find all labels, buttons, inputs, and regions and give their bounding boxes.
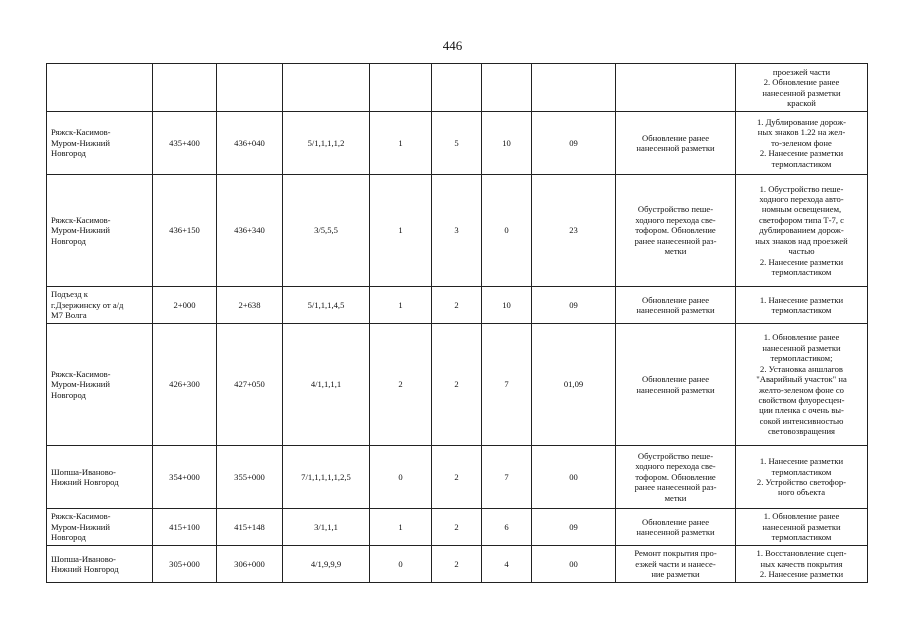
count-cell-4 [532, 64, 616, 112]
count-cell-3: 0 [482, 175, 532, 287]
code-cell: 5/1,1,1,1,2 [283, 112, 370, 175]
km-end-cell: 415+148 [217, 509, 283, 546]
road-name-cell: Подъезд к г.Дзержинску от а/д М7 Волга [47, 287, 153, 324]
table-body [47, 64, 868, 583]
count-cell-4: 09 [532, 287, 616, 324]
table-row [47, 509, 868, 546]
activity-cell: Обновление ранее нанесенной разметки [616, 287, 736, 324]
count-cell-2: 2 [432, 546, 482, 583]
works-cell: 1. Нанесение разметки термопластиком 2. Устройство светофор- ного объекта [736, 446, 868, 509]
count-cell-2: 5 [432, 112, 482, 175]
road-name-cell: Шопша-Иваново- Нижний Новгород [47, 446, 153, 509]
table-row [47, 546, 868, 583]
count-cell-2: 2 [432, 509, 482, 546]
count-cell-4: 09 [532, 112, 616, 175]
count-cell-4: 23 [532, 175, 616, 287]
count-cell-4: 00 [532, 546, 616, 583]
works-cell: 1. Дублирование дорож- ных знаков 1.22 на жел- то-зеленом фоне 2. Нанесение разметки термопластиком [736, 112, 868, 175]
count-cell-4: 01,09 [532, 324, 616, 446]
count-cell-2: 3 [432, 175, 482, 287]
code-cell: 4/1,9,9,9 [283, 546, 370, 583]
table-row [47, 287, 868, 324]
km-start-cell: 435+400 [153, 112, 217, 175]
count-cell-1: 0 [370, 446, 432, 509]
km-end-cell: 436+340 [217, 175, 283, 287]
count-cell-3: 7 [482, 324, 532, 446]
activity-cell: Ремонт покрытия про- езжей части и нанесе- ние разметки [616, 546, 736, 583]
activity-cell [616, 64, 736, 112]
count-cell-2: 2 [432, 324, 482, 446]
works-cell: проезжей части 2. Обновление ранее нанесенной разметки краской [736, 64, 868, 112]
activity-cell: Обустройство пеше- ходного перехода све- тофором. Обновление ранее нанесенной раз- метки [616, 446, 736, 509]
km-start-cell [153, 64, 217, 112]
road-name-cell [47, 64, 153, 112]
code-cell: 5/1,1,1,4,5 [283, 287, 370, 324]
count-cell-3: 6 [482, 509, 532, 546]
km-end-cell [217, 64, 283, 112]
code-cell: 3/1,1,1 [283, 509, 370, 546]
count-cell-4: 00 [532, 446, 616, 509]
km-end-cell: 427+050 [217, 324, 283, 446]
count-cell-3: 4 [482, 546, 532, 583]
works-cell: 1. Восстановление сцеп- ных качеств покрытия 2. Нанесение разметки [736, 546, 868, 583]
count-cell-1: 1 [370, 287, 432, 324]
road-name-cell: Ряжск-Касимов- Муром-Нижний Новгород [47, 175, 153, 287]
km-start-cell: 354+000 [153, 446, 217, 509]
km-end-cell: 355+000 [217, 446, 283, 509]
count-cell-3: 10 [482, 112, 532, 175]
km-start-cell: 2+000 [153, 287, 217, 324]
table-row [47, 324, 868, 446]
road-name-cell: Шопша-Иваново- Нижний Новгород [47, 546, 153, 583]
activity-cell: Обустройство пеше- ходного перехода све- тофором. Обновление ранее нанесенной раз- метки [616, 175, 736, 287]
table-row [47, 112, 868, 175]
activity-cell: Обновление ранее нанесенной разметки [616, 509, 736, 546]
km-end-cell: 2+638 [217, 287, 283, 324]
count-cell-1: 2 [370, 324, 432, 446]
count-cell-1: 1 [370, 112, 432, 175]
table-row [47, 175, 868, 287]
table-row [47, 64, 868, 112]
km-start-cell: 436+150 [153, 175, 217, 287]
count-cell-1: 0 [370, 546, 432, 583]
count-cell-3: 10 [482, 287, 532, 324]
km-start-cell: 305+000 [153, 546, 217, 583]
works-cell: 1. Нанесение разметки термопластиком [736, 287, 868, 324]
activity-cell: Обновление ранее нанесенной разметки [616, 324, 736, 446]
count-cell-3 [482, 64, 532, 112]
code-cell: 7/1,1,1,1,1,2,5 [283, 446, 370, 509]
code-cell [283, 64, 370, 112]
count-cell-3: 7 [482, 446, 532, 509]
km-end-cell: 436+040 [217, 112, 283, 175]
code-cell: 4/1,1,1,1 [283, 324, 370, 446]
count-cell-1: 1 [370, 509, 432, 546]
count-cell-2: 2 [432, 446, 482, 509]
works-cell: 1. Обновление ранее нанесенной разметки термопластиком [736, 509, 868, 546]
road-name-cell: Ряжск-Касимов- Муром-Нижний Новгород [47, 509, 153, 546]
km-start-cell: 415+100 [153, 509, 217, 546]
works-cell: 1. Обновление ранее нанесенной разметки термопластиком; 2. Установка аншлагов "Аварийный участок" на желто-зеленом фоне со свойством флуоресцен- ции пленка с очень вы- сокой интенсивностью световозвращения [736, 324, 868, 446]
road-name-cell: Ряжск-Касимов- Муром-Нижний Новгород [47, 324, 153, 446]
km-start-cell: 426+300 [153, 324, 217, 446]
page-number: 446 [442, 38, 463, 53]
count-cell-2 [432, 64, 482, 112]
activity-cell: Обновление ранее нанесенной разметки [616, 112, 736, 175]
works-cell: 1. Обустройство пеше- ходного перехода авто- номным освещением, светофором типа Т-7, с дублированием дорож- ных знаков над проезжей частью 2. Нанесение разметки термопластиком [736, 175, 868, 287]
road-name-cell: Ряжск-Касимов- Муром-Нижний Новгород [47, 112, 153, 175]
count-cell-1 [370, 64, 432, 112]
road-works-table [46, 63, 868, 583]
count-cell-1: 1 [370, 175, 432, 287]
code-cell: 3/5,5,5 [283, 175, 370, 287]
table-row [47, 446, 868, 509]
km-end-cell: 306+000 [217, 546, 283, 583]
count-cell-4: 09 [532, 509, 616, 546]
count-cell-2: 2 [432, 287, 482, 324]
